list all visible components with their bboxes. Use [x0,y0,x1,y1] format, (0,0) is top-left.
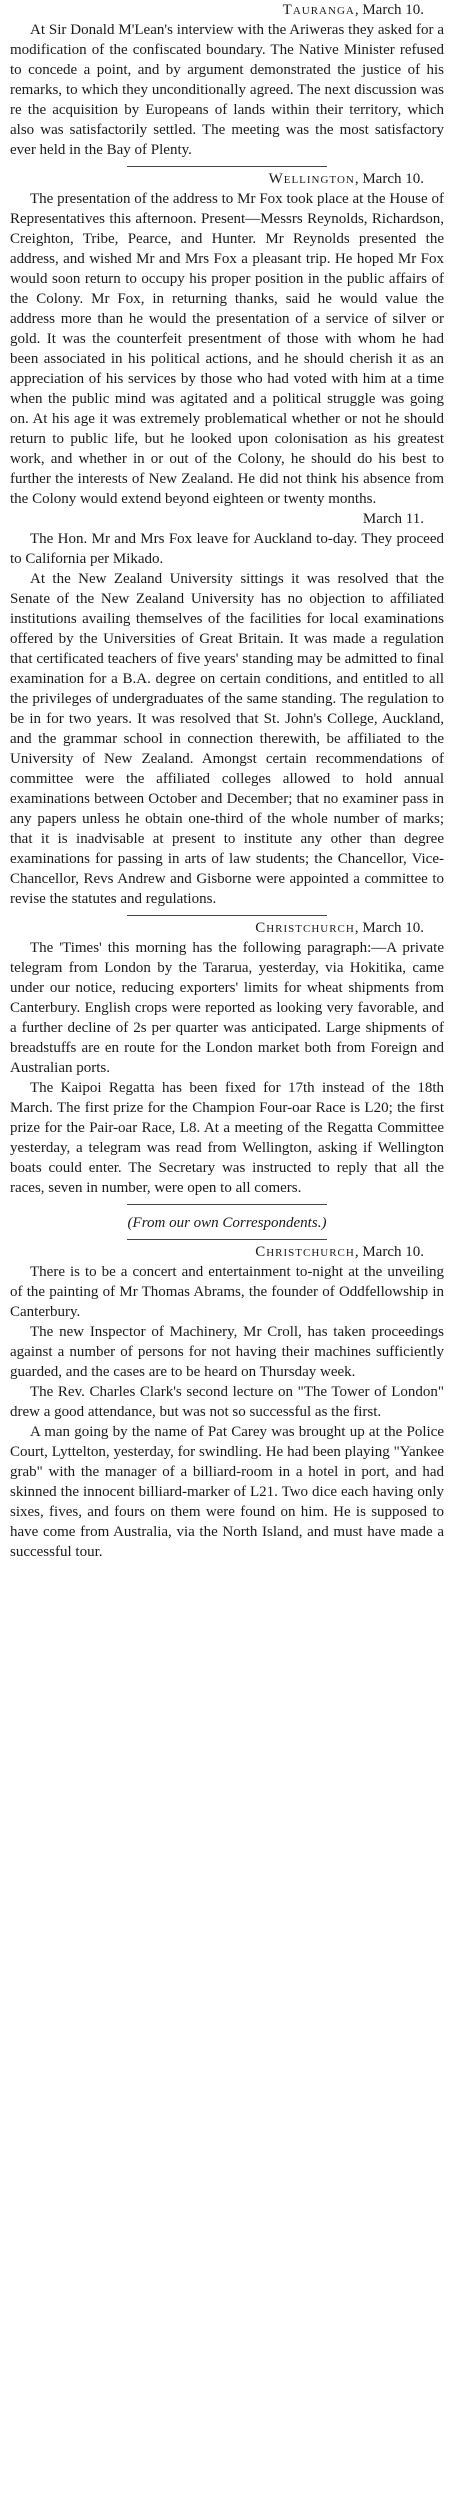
section-divider [127,166,327,167]
article-paragraph: The presentation of the address to Mr Fox took place at the House of Representatives this afternoon. Present—Messrs Reynolds, Richardson, Creighton, Tribe, Pearce, and Hunter. Mr Reynolds presented the address, and wished Mr and Mrs Fox a pleasant trip. He hoped Mr Fox would soon return to occupy his proper position in the public affairs of the Colony. Mr Fox, in returning thanks, said he would value the address more than he would the presentation of a service of silver or gold. It was the counterfeit presentment of those with whom he had been associated in his political actions, and he should cherish it as an appreciation of his services by those who had voted with him at a time when the public mind was agitated and a political struggle was going on. At his age it was extremely problematical whether or not he should return to public life, but he looked upon colonisation as his greatest work, and whether in or out of the Colony, he should do his best to further the interests of New Zealand. He did not think his absence from the Colony would extend beyond eighteen or twenty months. [10,191,444,507]
news-section-tauranga [10,0,444,160]
dateline [10,918,444,938]
news-section-christchurch [10,918,444,1198]
article-paragraph: At Sir Donald M'Lean's interview with the Ariweras they asked for a modification of the confiscated boundary. The Native Minister refused to concede a point, and by argument demonstrated the justice of his remarks, to which they unconditionally agreed. The next discussion was re the acquisition by Europeans of lands within their territory, which also was satisfactorily settled. The meeting was the most satisfactory ever held in the Bay of Plenty. [10,22,444,158]
dateline [10,0,444,20]
article-paragraph: The Hon. Mr and Mrs Fox leave for Auckland to-day. They proceed to California per Mikado. [10,531,444,567]
dateline-place: Wellington [268,171,355,187]
article-paragraph: There is to be a concert and entertainment to-night at the unveiling of the painting of Mr Thomas Abrams, the founder of Oddfellowship in Canterbury. [10,1264,444,1320]
dateline-date: , March 10. [354,171,424,187]
article-paragraph: The 'Times' this morning has the following paragraph:—A private telegram from London by the Tararua, yesterday, via Hokitika, came under our notice, reducing exporters' limits for wheat shipments from Canterbury. English crops were reported as looking very favorable, and a further decline of 2s per quarter was anticipated. Large shipments of breadstuffs are en route for the London market both from Foreign and Australian ports. [10,940,444,1076]
dateline [10,1242,444,1262]
dateline-place: Tauranga [282,2,355,18]
section-divider [127,915,327,916]
section-divider [127,1204,327,1205]
article-paragraph: The Kaipoi Regatta has been fixed for 17th instead of the 18th March. The first prize for the Champion Four-oar Race is L20; the first prize for the Pair-oar Race, L8. At a meeting of the Regatta Committee yesterday, a telegram was read from Wellington, asking if Wellington boats could enter. The Secretary was instructed to reply that all the races, seven in number, were open to all comers. [10,1080,444,1196]
article-paragraph: The Rev. Charles Clark's second lecture on "The Tower of London" drew a good attendance, but was not so successful as the first. [10,1384,444,1420]
news-section-own-correspondents [10,1213,444,1562]
correspondents-heading: (From our own Correspondents.) [127,1215,327,1231]
article-paragraph: At the New Zealand University sittings it was resolved that the Senate of the New Zealand University has no objection to affiliated institutions availing themselves of the facilities for local examinations offered by the Universities of Great Britain. It was made a regulation that certificated teachers of five years' standing may be admitted to final examination for a B.A. degree on certain conditions, and entitled to all the privileges of undergraduates of the same standing. The regulation to be in for two years. It was resolved that St. John's College, Auckland, and the grammar school in connection therewith, be affiliated to the University of New Zealand. Amongst certain recommendations of committee were the affiliated colleges allowed to hold annual examinations between October and December; that no examiner pass in any papers unless he obtain one-third of the whole number of marks; that it is inadvisable at present to institute any other than degree examinations for passing in arts of law students; the Chancellor, Vice-Chancellor, Revs Andrew and Gisborne were appointed a committee to revise the statutes and regulations. [10,571,444,907]
dateline-place: Christchurch [255,920,355,936]
dateline [10,509,444,529]
dateline-date: , March 10. [354,2,424,18]
news-section-march-11 [10,509,444,909]
article-paragraph: The new Inspector of Machinery, Mr Croll, has taken proceedings against a number of persons for not having their machines sufficiently guarded, and the cases are to be heard on Thursday week. [10,1324,444,1380]
news-section-wellington [10,169,444,509]
section-divider [127,1239,327,1240]
newspaper-column [10,0,444,1562]
dateline [10,169,444,189]
dateline-date: , March 10. [354,1244,424,1260]
dateline-place: Christchurch [255,1244,355,1260]
dateline-date: March 11. [362,511,424,527]
dateline-date: , March 10. [354,920,424,936]
article-paragraph: A man going by the name of Pat Carey was brought up at the Police Court, Lyttelton, yesterday, for swindling. He had been playing "Yankee grab" with the manager of a billiard-room in a hotel in port, and had skinned the innocent billiard-marker of L21. Two dice each having only sixes, fives, and fours on them were found on him. He is supposed to have come from Australia, via the North Island, and must have made a successful tour. [10,1424,444,1560]
